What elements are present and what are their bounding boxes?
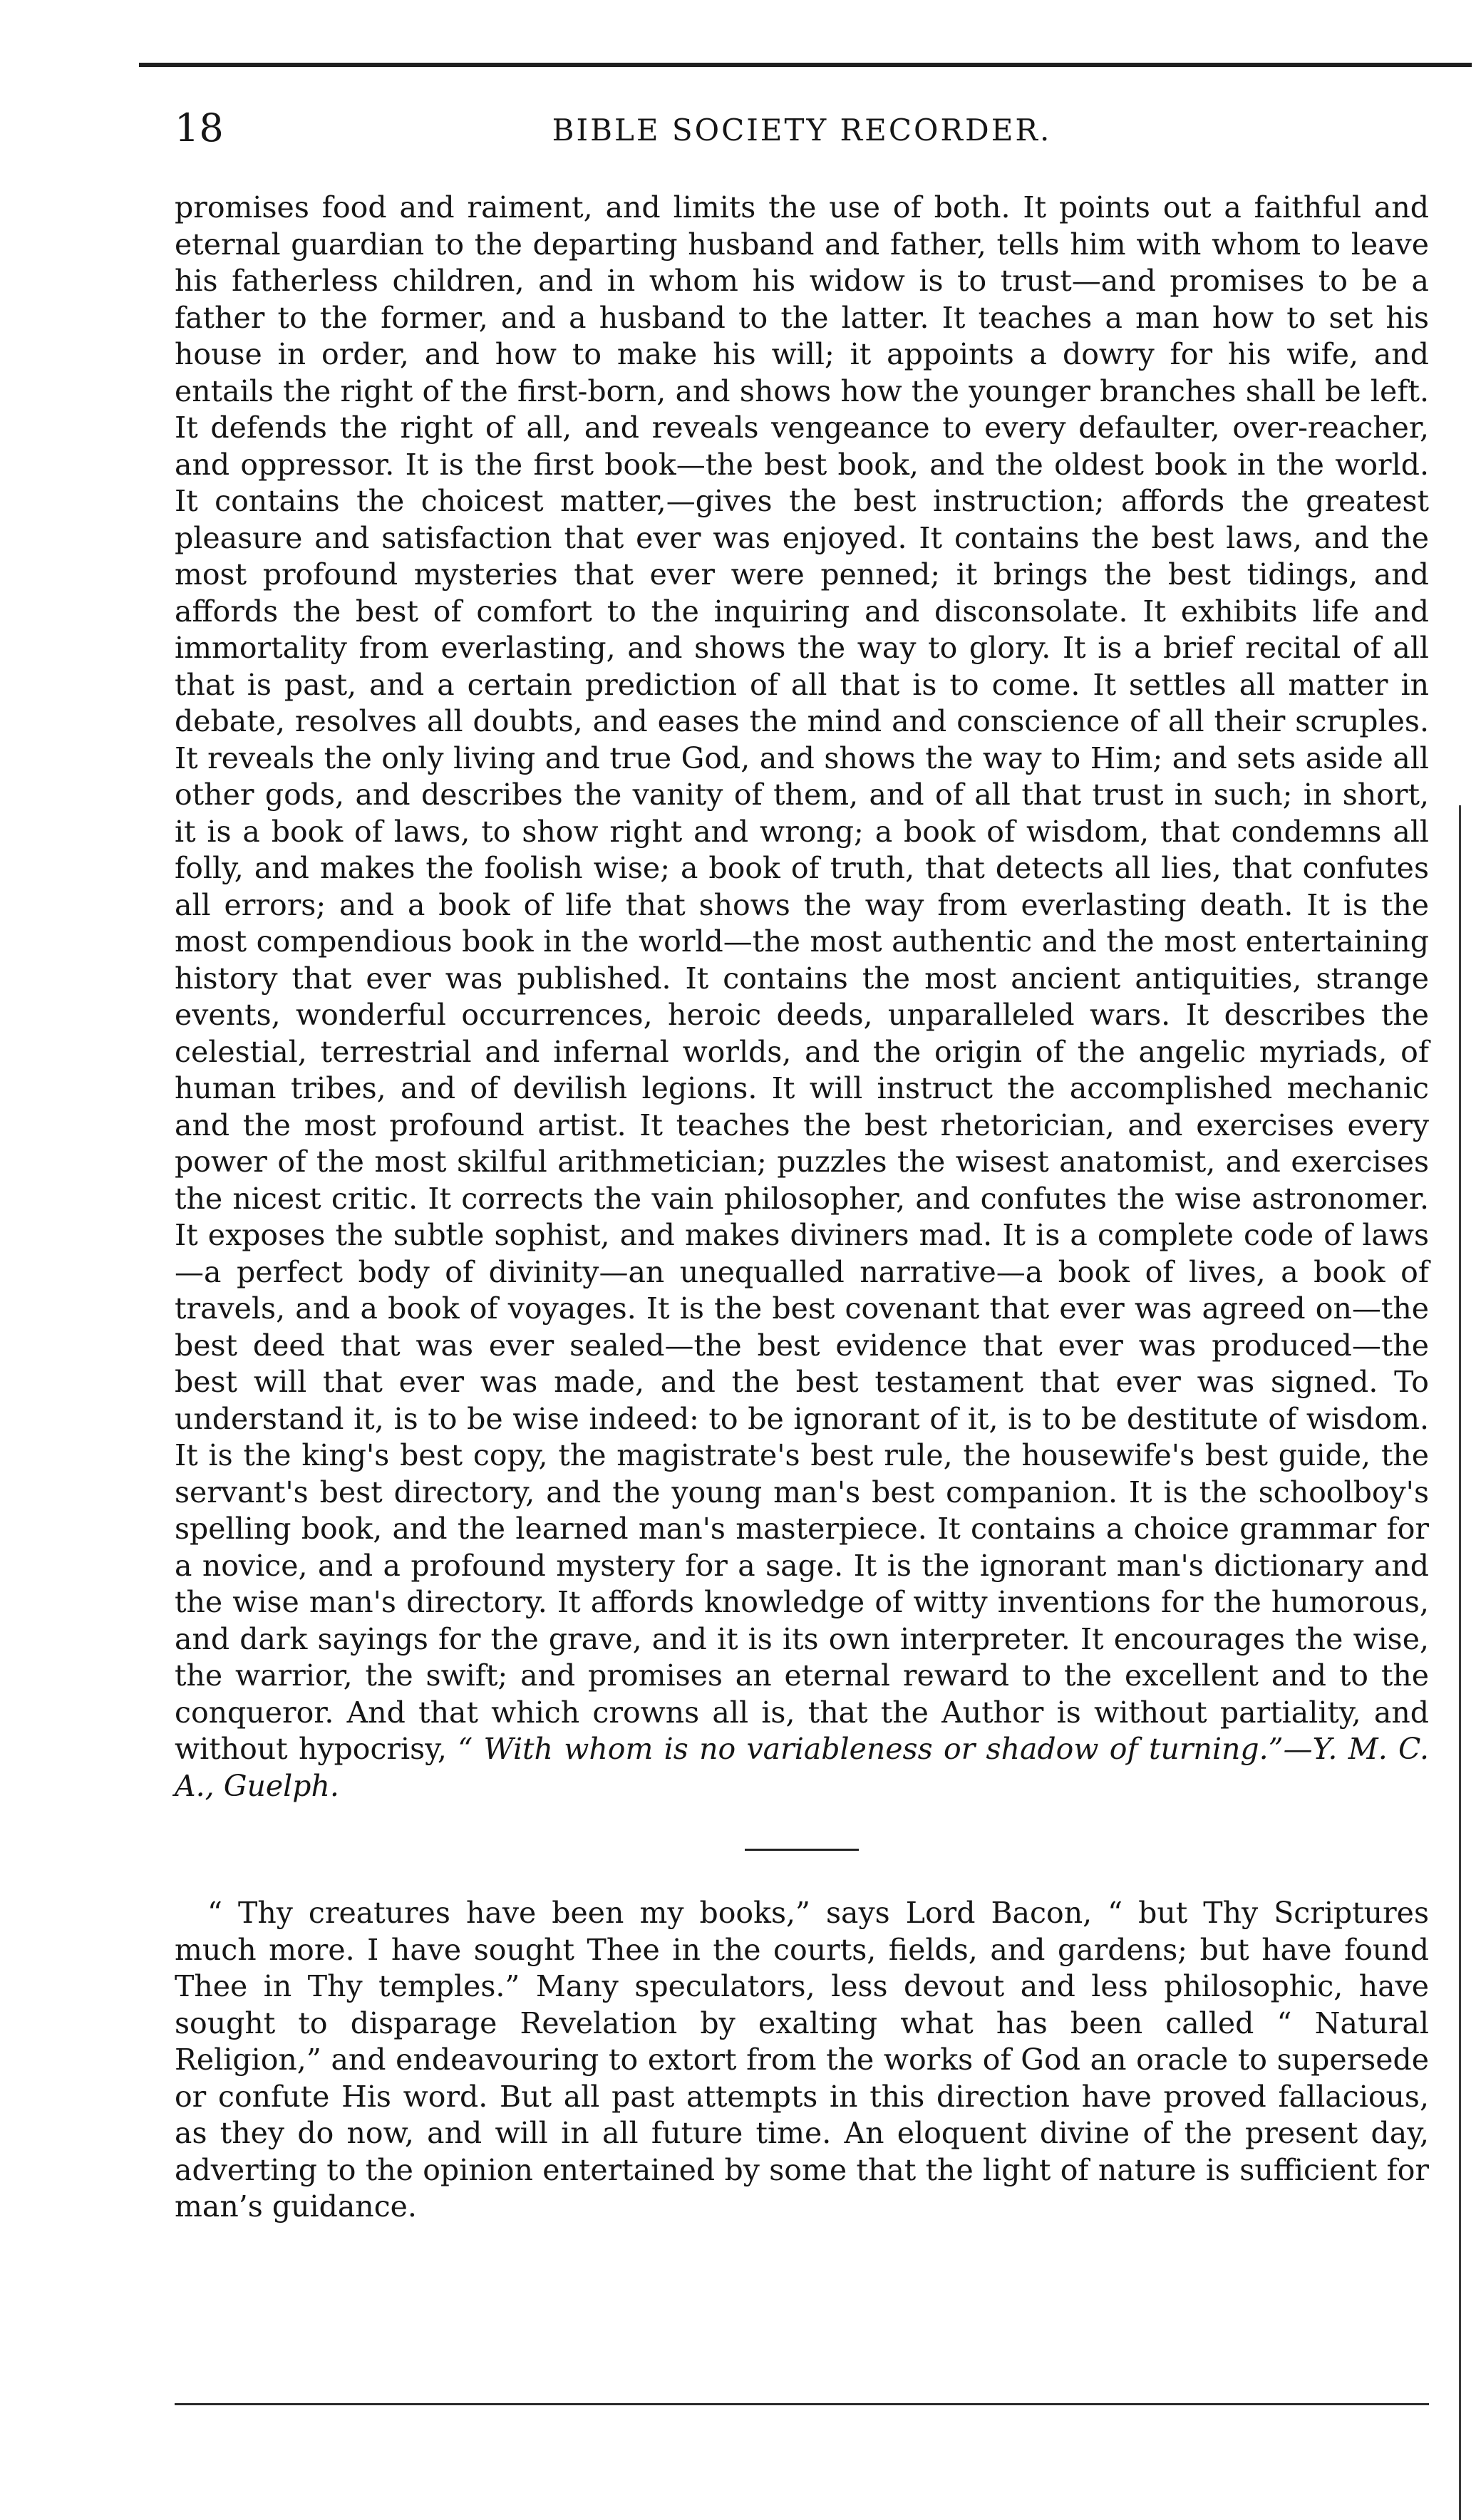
article-paragraph bbox=[175, 190, 1429, 1804]
running-head: BIBLE SOCIETY RECORDER. bbox=[552, 113, 1052, 148]
top-rule bbox=[139, 63, 1472, 67]
bottom-rule bbox=[175, 2403, 1429, 2405]
article-body bbox=[175, 190, 1429, 2226]
page-header bbox=[175, 107, 1429, 150]
bacon-paragraph: “ Thy creatures have been my books,” says Lord Bacon, “ but Thy Scriptures much more. I have sought Thee in the courts, fields, and gardens; but have found Thee in Thy temples.” Many speculators, less devout and less philosophic, have sought to disparage Revelation by exalting what has been called “ Natural Religion,” and endeavouring to extort from the works of God an oracle to supersede or confute His word. But all past attempts in this direction have proved fallacious, as they do now, and will in all future time. An eloquent divine of the present day, adverting to the opinion entertained by some that the light of nature is sufficient for man’s guidance. bbox=[175, 1896, 1429, 2224]
paragraph-text: promises food and raiment, and limits the use of both. It points out a faithful and eternal guardian to the departing husband and father, tells him with whom to leave his fatherless children, and in whom his widow is to trust—and promises to be a father to the former, and a husband to the latter. It teaches a man how to set his house in order, and how to make his will; it appoints a dowry for his wife, and entails the right of the first-born, and shows how the younger branches shall be left. It defends the right of all, and reveals vengeance to every defaulter, over-reacher, and oppressor. It is the first book—the best book, and the oldest book in the world. It contains the choicest matter,—gives the best instruction; affords the greatest pleasure and satisfaction that ever was enjoyed. It contains the best laws, and the most profound mysteries that ever were penned; it brings the best tidings, and affords the best of comfort to the inquiring and disconsolate. It exhibits life and immortality from everlasting, and shows the way to glory. It is a brief recital of all that is past, and a certain prediction of all that is to come. It settles all matter in debate, resolves all doubts, and eases the mind and conscience of all their scruples. It reveals the only living and true God, and shows the way to Him; and sets aside all other gods, and describes the vanity of them, and of all that trust in such; in short, it is a book of laws, to show right and wrong; a book of wisdom, that condemns all folly, and makes the foolish wise; a book of truth, that detects all lies, that confutes all errors; and a book of life that shows the way from everlasting death. It is the most compendious book in the world—the most authentic and the most entertaining history that ever was published. It contains the most ancient antiquities, strange events, wonderful occurrences, heroic deeds, unparalleled wars. It describes the celestial, terrestrial and infernal worlds, and the origin of the angelic myriads, of human tribes, and of devilish legions. It will instruct the accomplished mechanic and the most profound artist. It teaches the best rhetorician, and exercises every power of the most skilful arithmetician; puzzles the wisest anatomist, and exercises the nicest critic. It corrects the vain philosopher, and confutes the wise astronomer. It exposes the subtle sophist, and makes diviners mad. It is a complete code of laws—a perfect body of divinity—an unequalled narrative—a book of lives, a book of travels, and a book of voyages. It is the best covenant that ever was agreed on—the best deed that was ever sealed—the best evidence that ever was produced—the best will that ever was made, and the best testament that ever was signed. To understand it, is to be wise indeed: to be ignorant of it, is to be destitute of wisdom. It is the king's best copy, the magistrate's best rule, the housewife's best guide, the servant's best directory, and the young man's best companion. It is the schoolboy's spelling book, and the learned man's masterpiece. It contains a choice grammar for a novice, and a profound mystery for a sage. It is the ignorant man's dictionary and the wise man's directory. It affords knowledge of witty inventions for the humorous, and dark sayings for the grave, and it is its own interpreter. It encourages the wise, the warrior, the swift; and promises an eternal reward to the excellent and to the conqueror. And that which crowns all is, that the Author is without partiality, and without hypocrisy, bbox=[175, 190, 1429, 1766]
section-separator bbox=[745, 1849, 859, 1851]
page-number: 18 bbox=[175, 105, 224, 150]
closing-quote-signature: “ With whom is no variableness or shadow of turning.”—Y. M. C. A., Guelph. bbox=[175, 1732, 1429, 1803]
margin-rule bbox=[1459, 805, 1461, 2520]
